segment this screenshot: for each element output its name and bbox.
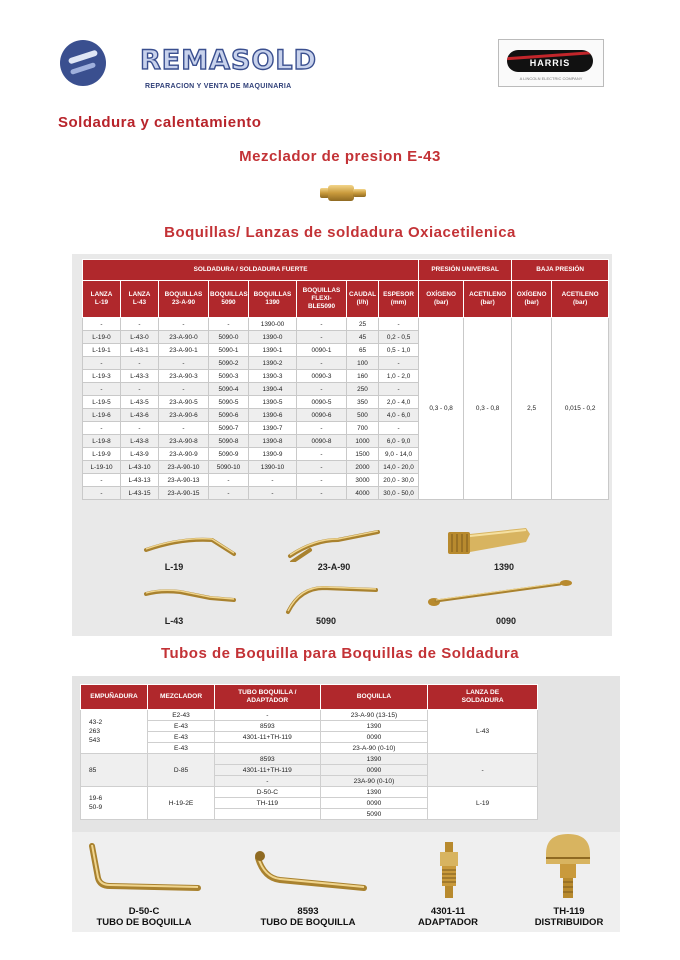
harris-logo (498, 39, 604, 87)
tube-cell: 8593 (215, 721, 321, 732)
part-label-0090: 0090 (495, 616, 517, 626)
tube-cell (215, 743, 321, 754)
table-cell: 0,5 - 1,0 (379, 344, 419, 357)
column-header (121, 281, 159, 318)
table-cell: 3000 (347, 474, 379, 487)
mixer-cell: D-85 (148, 754, 215, 787)
table-cell: L-43-9 (121, 448, 159, 461)
nozzle-cell: 0090 (320, 732, 428, 743)
column-header-line: ACETILENO (469, 291, 507, 298)
column-header (297, 281, 347, 318)
table-cell: 250 (347, 383, 379, 396)
table-cell: 1390-8 (249, 435, 297, 448)
nozzle-cell: 1390 (320, 754, 428, 765)
table-cell: - (83, 474, 121, 487)
table-cell: - (83, 487, 121, 500)
table-cell: 20,0 - 30,0 (379, 474, 419, 487)
nozzles-title: Boquillas/ Lanzas de soldadura Oxiacetilenica (164, 224, 516, 241)
column-header (249, 281, 297, 318)
column-header-line: (bar) (524, 299, 539, 306)
nozzles-table (82, 259, 609, 500)
product-code: 4301-11 (430, 906, 466, 917)
table-cell: 0090-6 (297, 409, 347, 422)
table-cell: 1390-2 (249, 357, 297, 370)
mixer-cell: E-43 (148, 732, 215, 743)
table-cell: 5090-3 (209, 370, 249, 383)
table-cell: 500 (347, 409, 379, 422)
d50c-tube-icon (84, 840, 204, 900)
nozzle-cell: 1390 (320, 787, 428, 798)
handle-cell (81, 787, 148, 820)
column-header-line: SOLDADURA (461, 697, 504, 704)
mixer-title: Mezclador de presion E-43 (239, 148, 441, 165)
column-header-line: LANZA DE (466, 689, 500, 696)
table-cell: 100 (347, 357, 379, 370)
th119-distributor-icon (540, 830, 596, 902)
column-header (209, 281, 249, 318)
column-header-line: ACETILENO (561, 291, 599, 298)
table-cell: L-19-0 (83, 331, 121, 344)
8593-tube-icon (250, 848, 370, 900)
table-cell: 1390-0 (249, 331, 297, 344)
table-cell: 1390-00 (249, 318, 297, 331)
handle-value: 263 (89, 728, 101, 735)
table-cell: - (121, 318, 159, 331)
l43-lance-icon (140, 584, 240, 614)
table-cell: 65 (347, 344, 379, 357)
table-cell: - (209, 487, 249, 500)
column-header (320, 685, 428, 710)
l19-lance-icon (140, 530, 240, 564)
table-cell: 0090-1 (297, 344, 347, 357)
column-header-line: BOQUILLA (356, 693, 392, 700)
table-cell: 1390-1 (249, 344, 297, 357)
table-cell: 5090-0 (209, 331, 249, 344)
table-cell: 1390-6 (249, 409, 297, 422)
table-cell: 23-A-90-1 (159, 344, 209, 357)
mixer-cell: H-19-2E (148, 787, 215, 820)
column-header-line: L-19 (94, 299, 109, 306)
table-cell: 1390-5 (249, 396, 297, 409)
column-header-line: (bar) (480, 299, 495, 306)
nozzle-cell: 23A-90 (0-10) (320, 776, 428, 787)
pressure-low-oxygen: 2,5 (512, 318, 552, 500)
handle-value: 50-9 (89, 804, 103, 811)
table-cell: 1390-3 (249, 370, 297, 383)
table-cell: 9,0 - 14,0 (379, 448, 419, 461)
column-header-line: (bar) (573, 299, 588, 306)
table-cell: 1,0 - 2,0 (379, 370, 419, 383)
handle-cell (81, 754, 148, 787)
product-name: TUBO DE BOQUILLA (96, 917, 192, 928)
harris-tagline: A LINCOLN ELECTRIC COMPANY (519, 76, 583, 81)
nozzle-cell: 5090 (320, 809, 428, 820)
table-cell: L-43-0 (121, 331, 159, 344)
table-cell: L-43-1 (121, 344, 159, 357)
table-cell: 23-A-90-0 (159, 331, 209, 344)
table-cell: - (159, 318, 209, 331)
table-cell: L-43-10 (121, 461, 159, 474)
column-header-line: LANZA (128, 291, 151, 298)
table-row (81, 710, 538, 721)
table-cell: - (83, 422, 121, 435)
table-cell: 5090-10 (209, 461, 249, 474)
harris-logo-text: HARRIS (529, 58, 571, 68)
column-header-line: L-43 (132, 299, 147, 306)
table-cell: 6,0 - 9,0 (379, 435, 419, 448)
table-cell: 5090-9 (209, 448, 249, 461)
column-header-line: BLE5090 (308, 303, 335, 310)
tube-cell: - (215, 776, 321, 787)
tube-cell: TH-119 (215, 798, 321, 809)
table-cell: - (209, 474, 249, 487)
table-cell: L-19-9 (83, 448, 121, 461)
group-header-low: BAJA PRESIÓN (512, 260, 609, 281)
table-cell: - (297, 448, 347, 461)
0090-flexible-icon (426, 578, 576, 608)
column-header-line: OXÍGENO (426, 291, 457, 298)
handle-cell (81, 710, 148, 754)
product-4301-11 (398, 906, 498, 928)
table-cell: - (297, 331, 347, 344)
table-cell: - (297, 487, 347, 500)
1390-nozzle-icon (444, 524, 534, 560)
handle-value: 43-2 (89, 719, 103, 726)
part-label-l19: L-19 (164, 562, 184, 572)
table-cell: - (297, 461, 347, 474)
mixer-cell: E-43 (148, 721, 215, 732)
table-row (81, 754, 538, 765)
table-cell: 1390-7 (249, 422, 297, 435)
table-cell: - (83, 318, 121, 331)
table-cell: - (379, 357, 419, 370)
table-cell: 1390-9 (249, 448, 297, 461)
group-header-universal: PRESIÓN UNIVERSAL (419, 260, 512, 281)
part-label-23a90: 23-A-90 (317, 562, 351, 572)
column-header (464, 281, 512, 318)
nozzle-cell: 0090 (320, 765, 428, 776)
mixer-cell: E-43 (148, 743, 215, 754)
table-row (81, 787, 538, 798)
product-th119 (514, 906, 624, 928)
table-cell: - (297, 474, 347, 487)
nozzle-cell: 23-A-90 (13-15) (320, 710, 428, 721)
part-label-1390: 1390 (493, 562, 515, 572)
table-cell: - (83, 357, 121, 370)
lance-cell: L-43 (428, 710, 538, 754)
table-cell: L-19-10 (83, 461, 121, 474)
table-cell: 23-A-90-10 (159, 461, 209, 474)
table-cell: - (159, 357, 209, 370)
remasold-logo-icon (60, 40, 106, 86)
table-cell: - (249, 474, 297, 487)
tube-cell: D-50-C (215, 787, 321, 798)
column-header-line: LANZA (90, 291, 113, 298)
table-cell: 30,0 - 50,0 (379, 487, 419, 500)
product-8593 (238, 906, 378, 928)
table-cell: 0090-8 (297, 435, 347, 448)
group-header-welding: SOLDADURA / SOLDADURA FUERTE (83, 260, 419, 281)
column-header-line: CAUDAL (349, 291, 376, 298)
table-cell: 23-A-90-13 (159, 474, 209, 487)
brand-tagline: REPARACION Y VENTA DE MAQUINARIA (145, 83, 292, 90)
table-cell: L-19-3 (83, 370, 121, 383)
table-cell: - (379, 422, 419, 435)
5090-nozzle-icon (282, 582, 382, 616)
column-header-line: (bar) (434, 299, 449, 306)
product-name: TUBO DE BOQUILLA (260, 917, 356, 928)
column-header-line: BOQUILLAS (302, 287, 341, 294)
table-cell: 350 (347, 396, 379, 409)
table-cell: 1390-10 (249, 461, 297, 474)
column-header (552, 281, 609, 318)
table-cell: 23-A-90-9 (159, 448, 209, 461)
product-name: DISTRIBUIDOR (534, 917, 604, 928)
nozzle-cell: 23-A-90 (0-10) (320, 743, 428, 754)
part-label-5090: 5090 (315, 616, 337, 626)
column-header (215, 685, 321, 710)
column-header (347, 281, 379, 318)
table-cell: 23-A-90-5 (159, 396, 209, 409)
table-cell: 0,2 - 0,5 (379, 331, 419, 344)
product-code: D-50-C (128, 906, 160, 917)
table-cell: L-19-1 (83, 344, 121, 357)
table-cell: L-19-6 (83, 409, 121, 422)
table-cell: 4000 (347, 487, 379, 500)
table-cell: 5090-7 (209, 422, 249, 435)
table-cell: L-43-3 (121, 370, 159, 383)
table-cell: 0090-3 (297, 370, 347, 383)
tube-cell: 4301-11+TH-119 (215, 765, 321, 776)
table-cell: - (121, 422, 159, 435)
column-header-line: BOQUILLAS (210, 291, 248, 298)
column-header (159, 281, 209, 318)
handle-value: 85 (89, 766, 97, 774)
table-cell: - (209, 318, 249, 331)
column-header-line: MEZCLADOR (159, 693, 203, 700)
table-cell: 1000 (347, 435, 379, 448)
lance-cell: L-19 (428, 787, 538, 820)
column-header-line: EMPUÑADURA (90, 693, 138, 700)
23a90-nozzle-icon (284, 528, 384, 562)
nozzle-cell: 1390 (320, 721, 428, 732)
table-cell: - (121, 383, 159, 396)
table-cell: 1390-4 (249, 383, 297, 396)
tubes-table (80, 684, 538, 820)
column-header-line: 5090 (221, 299, 236, 306)
column-header (512, 281, 552, 318)
table-cell: 5090-2 (209, 357, 249, 370)
column-header (428, 685, 538, 710)
4301-11-adapter-icon (434, 840, 464, 902)
column-header-line: BOQUILLAS (164, 291, 203, 298)
table-cell: 160 (347, 370, 379, 383)
column-header-line: 23-A-90 (171, 299, 196, 306)
column-header-line: TUBO BOQUILLA / (238, 689, 297, 696)
table-cell: L-19-8 (83, 435, 121, 448)
part-label-l43: L-43 (164, 616, 184, 626)
table-cell: L-43-13 (121, 474, 159, 487)
pressure-low-acetylene: 0,015 - 0,2 (552, 318, 609, 500)
table-cell: - (297, 357, 347, 370)
table-cell: L-43-6 (121, 409, 159, 422)
column-header (379, 281, 419, 318)
table-cell: 23-A-90-6 (159, 409, 209, 422)
table-cell: 23-A-90-3 (159, 370, 209, 383)
table-cell: 25 (347, 318, 379, 331)
product-code: 8593 (297, 906, 319, 917)
mixer-cell: E2-43 (148, 710, 215, 721)
table-cell: 2000 (347, 461, 379, 474)
table-cell: - (249, 487, 297, 500)
column-header-line: FLEXI- (311, 295, 332, 302)
tubes-title: Tubos de Boquilla para Boquillas de Soldadura (160, 645, 520, 662)
pressure-universal-oxygen: 0,3 - 0,8 (419, 318, 464, 500)
column-header (148, 685, 215, 710)
column-header-line: ESPESOR (383, 291, 414, 298)
table-cell: L-43-5 (121, 396, 159, 409)
column-header-line: BOQUILLAS (253, 291, 292, 298)
column-header (419, 281, 464, 318)
table-cell: - (83, 383, 121, 396)
table-cell: - (297, 383, 347, 396)
handle-value: 19-6 (89, 795, 103, 802)
nozzle-cell: 0090 (320, 798, 428, 809)
column-header (81, 685, 148, 710)
table-cell: 5090-5 (209, 396, 249, 409)
column-header-line: (mm) (390, 299, 407, 306)
table-cell: - (121, 357, 159, 370)
brass-mixer-icon (320, 181, 366, 205)
table-cell: 14,0 - 20,0 (379, 461, 419, 474)
table-cell: 4,0 - 6,0 (379, 409, 419, 422)
tube-cell (215, 809, 321, 820)
table-cell: L-43-15 (121, 487, 159, 500)
table-cell: 45 (347, 331, 379, 344)
table-cell: L-43-8 (121, 435, 159, 448)
table-cell: 5090-6 (209, 409, 249, 422)
tube-cell: 4301-11+TH-119 (215, 732, 321, 743)
table-cell: 5090-1 (209, 344, 249, 357)
product-code: TH-119 (553, 906, 585, 917)
lance-cell: - (428, 754, 538, 787)
product-name: ADAPTADOR (418, 917, 478, 928)
table-cell: 5090-8 (209, 435, 249, 448)
table-cell: 23-A-90-8 (159, 435, 209, 448)
table-cell: L-19-5 (83, 396, 121, 409)
table-cell: 700 (347, 422, 379, 435)
table-cell: - (297, 422, 347, 435)
handle-value: 543 (89, 737, 101, 744)
table-cell: - (379, 318, 419, 331)
table-cell: 1500 (347, 448, 379, 461)
brand-name: REMASOLD (140, 45, 318, 76)
table-cell: - (159, 383, 209, 396)
pressure-universal-acetylene: 0,3 - 0,8 (464, 318, 512, 500)
table-cell: - (297, 318, 347, 331)
table-cell: 5090-4 (209, 383, 249, 396)
table-cell: 23-A-90-15 (159, 487, 209, 500)
product-d50c (74, 906, 214, 928)
table-cell: 2,0 - 4,0 (379, 396, 419, 409)
column-header-line: 1390 (265, 299, 280, 306)
table-cell: - (159, 422, 209, 435)
column-header (83, 281, 121, 318)
column-header-line: ADAPTADOR (246, 697, 289, 704)
tube-cell: 8593 (215, 754, 321, 765)
column-header-line: OXÍGENO (516, 291, 547, 298)
tube-cell: - (215, 710, 321, 721)
table-cell: - (379, 383, 419, 396)
table-cell: 0090-5 (297, 396, 347, 409)
section-title: Soldadura y calentamiento (58, 114, 262, 131)
column-header-line: (l/h) (356, 299, 369, 306)
table-row (83, 318, 609, 331)
